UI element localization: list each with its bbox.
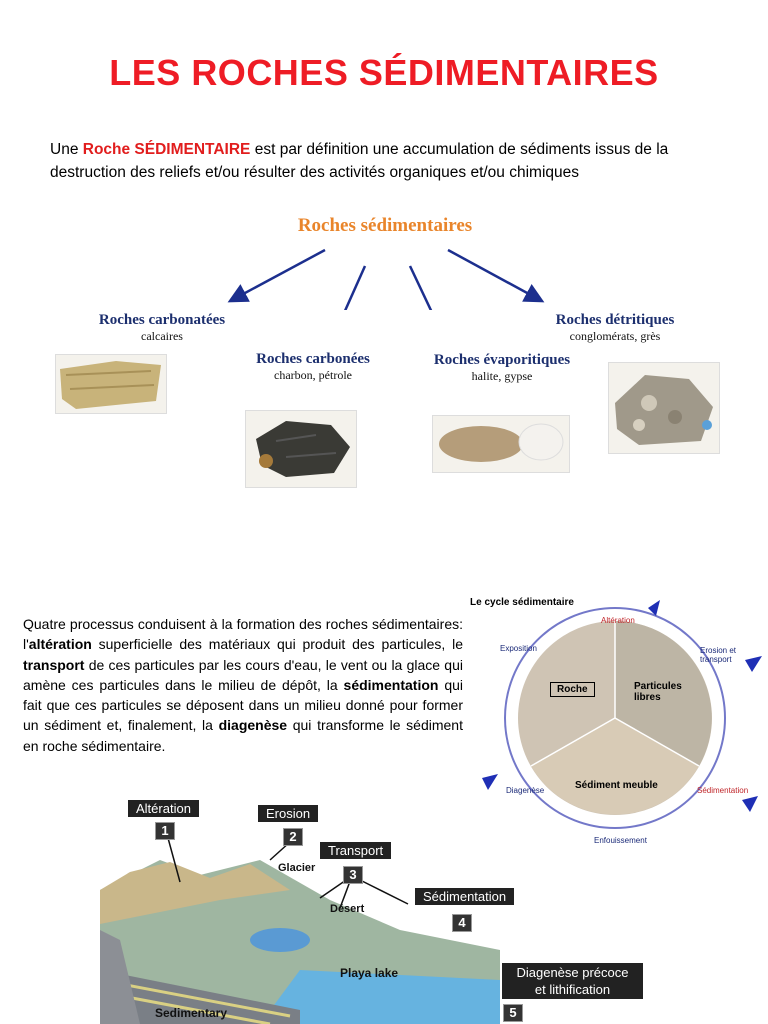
classification-title: Roches sédimentaires (297, 215, 473, 236)
photo-conglomerat (608, 362, 720, 454)
text-part: Quatre processus conduisent à la formation des roches sédimentaires: l' (23, 616, 463, 653)
category-examples: calcaires (141, 329, 183, 343)
category-examples: conglomérats, grès (569, 329, 661, 343)
cycle-diagram (470, 600, 768, 850)
text-part: qui transforme le sédiment en roche sédimentaire. (23, 717, 463, 754)
text-part: superficielle des matériaux qui produit des particules, le (91, 636, 463, 653)
cycle-enfouissement: Enfouissement (594, 836, 647, 845)
cycle-diagenese: Diagenèse (506, 786, 545, 795)
text-part: qui fait que ces particules se déposent dans un milieu donné pour former un sédiment et, finalement, la (23, 676, 464, 734)
arrows-tail (320, 300, 460, 348)
cycle-erosion-transport: Erosion et transport (700, 646, 737, 664)
category-name: Roches évaporitiques (433, 352, 571, 368)
tag-erosion: Erosion (258, 805, 318, 822)
marker-4: 4 (452, 914, 472, 932)
processes-paragraph (23, 614, 463, 756)
category-examples: charbon, pétrole (274, 368, 352, 382)
category-name: Roches carbonatées (98, 312, 226, 328)
intro-highlight: Roche SÉDIMENTAIRE (82, 141, 251, 158)
label-sedimentary: Sedimentary (155, 1006, 228, 1020)
label-playa-lake: Playa lake (340, 966, 399, 980)
category-carbonatees (82, 312, 242, 344)
marker-5: 5 (503, 1004, 523, 1022)
category-evaporitiques (412, 352, 592, 384)
intro-rest: est par définition une accumulation de sédiments issus de la destruction des reliefs et/ou résulter des activités organiques et/ou chimiques (50, 141, 669, 181)
tag-alteration: Altération (128, 800, 199, 817)
label-desert: Désert (330, 903, 365, 915)
category-name: Roches détritiques (555, 312, 675, 328)
photo-calcaire (55, 354, 167, 414)
text-part: de ces particules par les cours d'eau, le vent ou la glace qui amène ces particules dans le milieu de dépôt, la (23, 656, 463, 693)
photo-charbon (245, 410, 357, 488)
cycle-exposition: Exposition (500, 644, 537, 653)
photo-halite-gypse (432, 415, 570, 473)
cycle-alteration: Altération (601, 616, 635, 625)
term-alteration: altération (28, 636, 92, 653)
arrow-carbonatees (232, 250, 325, 300)
cycle-sediment: Sédiment meuble (575, 780, 658, 791)
marker-2: 2 (283, 828, 303, 846)
tag-transport: Transport (320, 842, 391, 859)
cycle-title: Le cycle sédimentaire (470, 597, 574, 608)
marker-1: 1 (155, 822, 175, 840)
label-glacier: Glacier (278, 862, 316, 874)
marker-3: 3 (343, 866, 363, 884)
term-sedimentation: sédimentation (343, 676, 439, 693)
term-diagenese: diagenèse (218, 717, 288, 734)
category-examples: halite, gypse (471, 369, 533, 383)
intro-prefix: Une (50, 141, 83, 158)
category-carbonees (228, 351, 398, 383)
intro-paragraph (50, 138, 740, 184)
cycle-roche: Roche (550, 682, 595, 697)
arrow-detritiques (448, 250, 540, 300)
cycle-sedimentation: Sédimentation (697, 786, 749, 795)
category-detritiques (535, 312, 695, 344)
cycle-particules: Particules libres (634, 681, 682, 703)
tag-sedimentation: Sédimentation (415, 888, 514, 905)
page-title: LES ROCHES SÉDIMENTAIRES (109, 52, 659, 93)
category-name: Roches carbonées (256, 351, 370, 367)
term-transport: transport (23, 656, 85, 673)
tag-diagenese: Diagenèse précoce et lithification (502, 963, 643, 999)
